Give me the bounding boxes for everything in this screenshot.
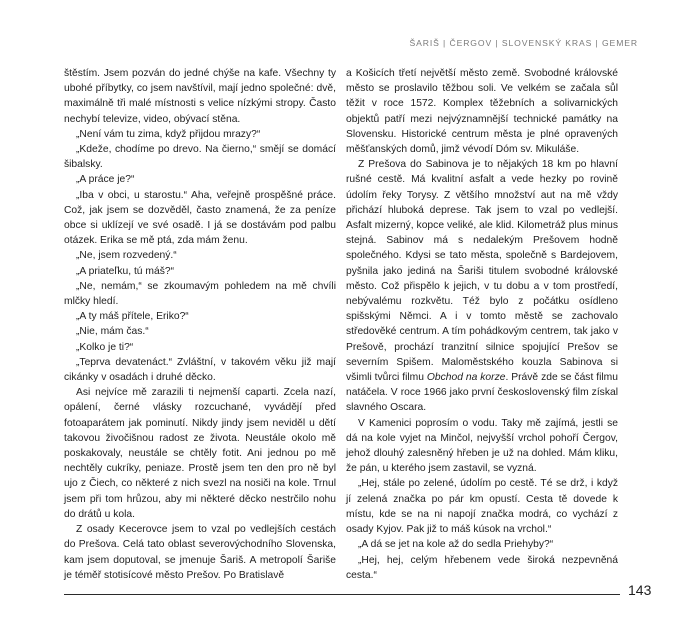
film-title: Obchod na korze — [426, 372, 506, 384]
paragraph: Asi nejvíce mě zarazili ti nejmenší caparti. Zcela nazí, opálení, černé vlásky rozcuchané, vyvádějí před fotoaparátem jak pominutí. Nikdy jindy jsem neviděl u dětí takovou živočišnou radost ze života. Neustále okolo mě poskakovaly, neustále se chtěly fotit. Ani jednou po mě nechtěly cukríky, peniaze. Prostě jsem ten den pro ně byl ujo z Čiech, co některé z nich svezl na nosiči na kole. Trnul jsem při tom hrůzou, aby mi některé děcko nestrčilo nohu do drátů u kola. — [64, 387, 336, 520]
footer-rule — [64, 594, 620, 595]
paragraph: „Hej, stále po zelené, údolím po cestě. Té se drž, i když jí zelená značka po pár km opustí. Cesta tě dovede k místu, kde se na ni napojí značka modrá, co vychází z osady Kyjov. Pak již to máš kúsok na vrchol.“ — [346, 478, 618, 536]
paragraph: „Iba v obci, u starostu.“ Aha, veřejně prospěšné práce. Což, jak jsem se dozvěděl, často znamená, že za peníze obce si uklízejí ve své osadě. I já se dostávám pod palbu otázek. Erika se mě ptá, zda mám ženu. — [64, 189, 336, 247]
page-number: 143 — [628, 582, 652, 598]
paragraph: „A práce je?“ — [76, 174, 135, 186]
paragraph: „A dá se jet na kole až do sedla Priehyby?“ — [358, 539, 554, 551]
paragraph: Z osady Kecerovce jsem to vzal po vedlejších cestách do Prešova. Celá tato oblast severovýchodního Slovenska, kam jsem doputoval, se jmenuje Šariš. A metropolí Šariše je téměř stotisícové město Prešov. Po Bratislavě — [64, 524, 336, 581]
paragraph: „Ne, nemám,“ se zkoumavým pohledem na mě chvíli mlčky hledí. — [64, 280, 336, 308]
paragraph: štěstím. Jsem pozván do jedné chýše na kafe. Všechny ty ubohé příbytky, co jsem navštívil, mají jedno společné: dvě, maximálně tři malé místnosti s velice nízkými stropy. Často nechybí televize, video, obývací stěna. — [64, 68, 336, 125]
paragraph — [346, 157, 618, 415]
left-column — [64, 66, 336, 583]
paragraph: „Kolko je ti?“ — [76, 341, 134, 353]
paragraph: „A priateľku, tú máš?“ — [76, 265, 175, 277]
paragraph: „Hej, hej, celým hřebenem vede široká nezpevněná cesta.“ — [346, 554, 618, 581]
paragraph: „Teprva devatenáct.“ Zvláštní, v takovém věku již mají cikánky v osadách i druhé děcko. — [64, 356, 336, 384]
paragraph: „Ne, jsem rozvedený.“ — [76, 250, 177, 262]
right-column — [346, 66, 618, 583]
paragraph-text: . Právě zde se část filmu natáčela. V roce 1966 jako první československý film získal slavného Oscara. — [346, 372, 618, 414]
paragraph: V Kamenici poprosím o vodu. Taky mě zajímá, jestli se dá na kole vyjet na Minčol, nejvyšší vrchol pohoří Čergov, jehož dlouhý zalesněný hřeben je už na dohled. Mám kliku, že pán, u kterého jsem zastavil, se vyzná. — [346, 417, 618, 475]
running-header: ŠARIŠ | ČERGOV | SLOVENSKÝ KRAS | GEMER — [409, 38, 638, 48]
paragraph: a Košicích třetí největší město země. Svobodné královské město se proslavilo těžbou soli. Ve velkém se začala sůl těžit v roce 1572. Komplex těžebních a solivarnických objektů patří mezi nejvýznamnější technické památky na Slovensku. Historické centrum města je plné opravených měšťanských domů, jimž vévodí Dóm sv. Mikuláše. — [346, 68, 618, 156]
paragraph: „A ty máš přítele, Eriko?“ — [76, 311, 189, 323]
paragraph-text: Z Prešova do Sabinova je to nějakých 18 km po hlavní rušné cestě. Má kvalitní asfalt a vede hezky po rovině údolím řeky Torysy. Z většího množství aut na mě vždy přichází hluboká deprese. Tak jsem to vzal po vedlejší. Asfalt mizerný, kopce veliké, ale klid. Kilometráž plus minus stejná. Sabinov má s nedalekým Prešovem hodně společného. Kdysi se tato města, společně s Bardejovem, pyšnila jako jediná na Šariši titulem svobodné královské město. Což přispělo k jejich, v tu dobu a v tom prostředí, nebývalému rozkvětu. Též bylo z počátku osídleno spišskými Němci. A i v tomto městě se zachovalo středověké centrum. A tím pohádkovým centrem, tak jako v Prešově, prochází tranzitní silnice spojující Prešov se severním Spišem. Maloměstského kouzla Sabinova si všimli tvůrci filmu — [346, 159, 618, 384]
paragraph: „Kdeže, chodíme po drevo. Na čierno,“ smějí se domácí šibalsky. — [64, 144, 336, 171]
paragraph: „Nie, mám čas.“ — [76, 326, 149, 338]
paragraph: „Není vám tu zima, když přijdou mrazy?“ — [76, 128, 261, 140]
